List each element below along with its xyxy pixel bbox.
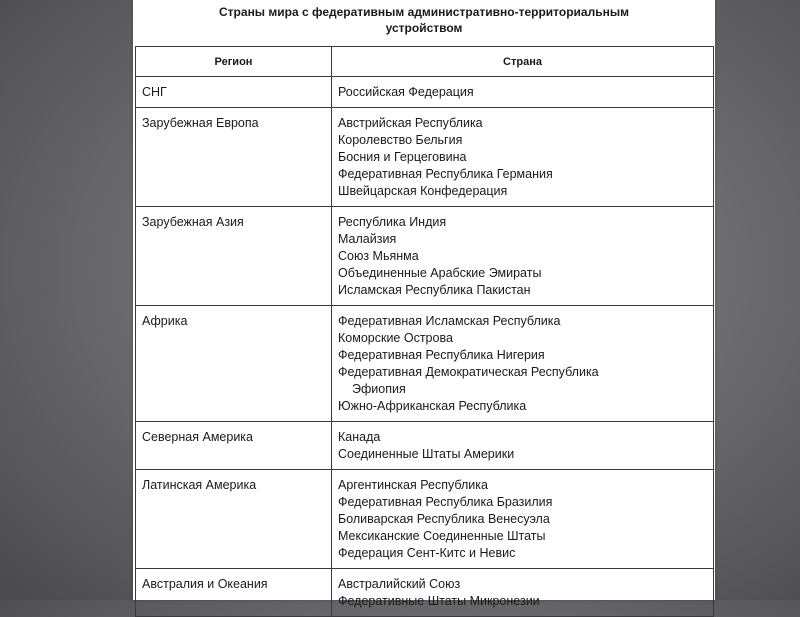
- table-row: [136, 108, 714, 207]
- country-item: Аргентинская Республика: [338, 478, 488, 492]
- country-item: Федеративные Штаты Микронезии: [338, 594, 540, 608]
- country-item: Федеративная Республика Нигерия: [338, 348, 545, 362]
- header-country: Страна: [332, 47, 714, 77]
- document-title: [133, 4, 715, 36]
- countries-cell: [332, 422, 714, 470]
- country-item: Мексиканские Соединенные Штаты: [338, 529, 546, 543]
- country-item: Эфиопия: [352, 382, 406, 396]
- region-cell: Африка: [136, 306, 332, 422]
- countries-cell: [332, 470, 714, 569]
- country-item: Австрийская Республика: [338, 116, 483, 130]
- country-item: Коморские Острова: [338, 331, 453, 345]
- country-item: Канада: [338, 430, 381, 444]
- country-item: Малайзия: [338, 232, 397, 246]
- table-body: [136, 77, 714, 617]
- countries-cell: [332, 207, 714, 306]
- country-item: Исламская Республика Пакистан: [338, 283, 531, 297]
- region-cell: Зарубежная Европа: [136, 108, 332, 207]
- country-item: Российская Федерация: [338, 85, 474, 99]
- region-cell: Зарубежная Азия: [136, 207, 332, 306]
- table-row: [136, 306, 714, 422]
- header-region: Регион: [136, 47, 332, 77]
- countries-cell: [332, 306, 714, 422]
- country-item: Босния и Герцеговина: [338, 150, 467, 164]
- table-row: [136, 470, 714, 569]
- country-item: Австралийский Союз: [338, 577, 461, 591]
- country-item: Республика Индия: [338, 215, 447, 229]
- country-item: Боливарская Республика Венесуэла: [338, 512, 550, 526]
- country-item: Южно-Африканская Республика: [338, 399, 527, 413]
- table-row: [136, 422, 714, 470]
- country-item: Федеративная Демократическая Республика: [338, 365, 599, 379]
- countries-cell: [332, 108, 714, 207]
- country-item: Королевство Бельгия: [338, 133, 463, 147]
- table-header-row: [136, 47, 714, 77]
- table-row: [136, 569, 714, 617]
- country-item: Федеративная Исламская Республика: [338, 314, 561, 328]
- countries-cell: [332, 77, 714, 108]
- region-cell: Северная Америка: [136, 422, 332, 470]
- table-row: [136, 77, 714, 108]
- region-cell: СНГ: [136, 77, 332, 108]
- country-item: Швейцарская Конфедерация: [338, 184, 508, 198]
- country-item: Объединенные Арабские Эмираты: [338, 266, 542, 280]
- country-item: Федеративная Республика Германия: [338, 167, 553, 181]
- region-cell: Австралия и Океания: [136, 569, 332, 617]
- countries-cell: [332, 569, 714, 617]
- document-title-line-2: устройством: [385, 21, 463, 35]
- country-item: Федерация Сент-Китс и Невис: [338, 546, 516, 560]
- region-cell: Латинская Америка: [136, 470, 332, 569]
- table-row: [136, 207, 714, 306]
- document-page: [133, 0, 715, 608]
- country-item: Соединенные Штаты Америки: [338, 447, 515, 461]
- country-item: Союз Мьянма: [338, 249, 419, 263]
- federations-table: [135, 46, 714, 617]
- country-item: Федеративная Республика Бразилия: [338, 495, 553, 509]
- document-title-line-1: Страны мира с федеративным административно-территориальным: [219, 5, 629, 19]
